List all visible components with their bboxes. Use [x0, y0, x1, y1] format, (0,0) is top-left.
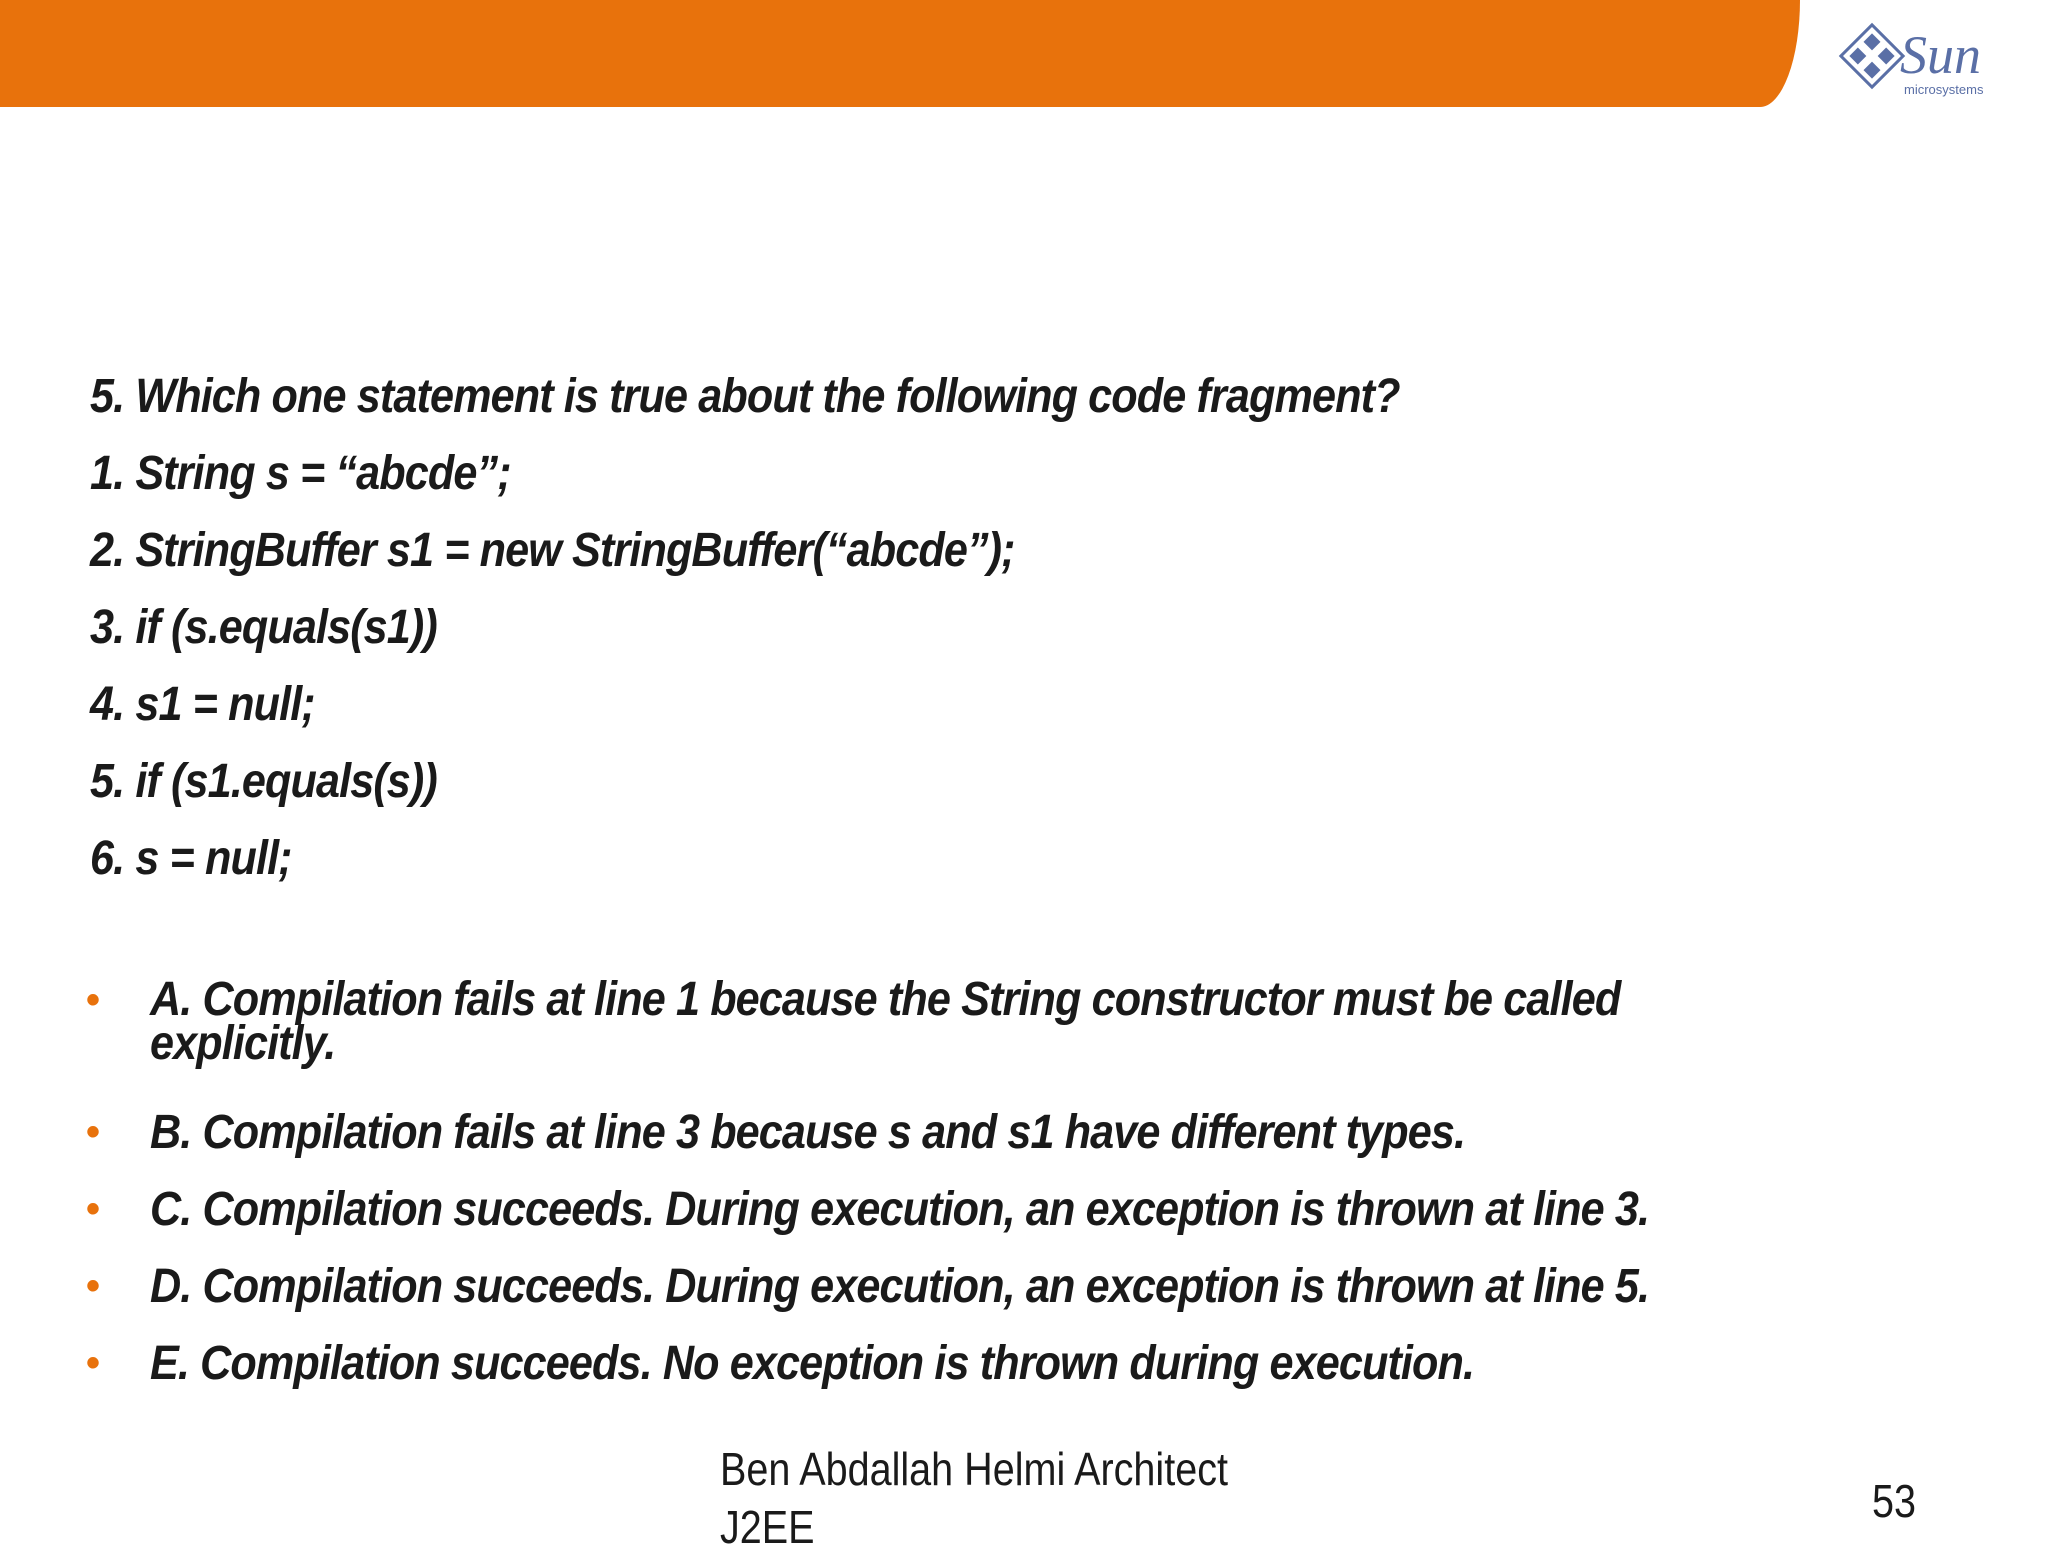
option-b-text: B. Compilation fails at line 3 because s and s1 have different types.: [150, 1106, 1466, 1159]
header-banner: [0, 0, 1800, 107]
code-line: 4. s1 = null;: [90, 678, 315, 731]
bullet-icon: •: [86, 978, 100, 1022]
option-d-text: D. Compilation succeeds. During execution, an exception is thrown at line 5.: [150, 1260, 1650, 1313]
option-a-text-line2: explicitly.: [150, 1017, 336, 1070]
option-c: [86, 1171, 1816, 1248]
option-a-text-line1: A. Compilation fails at line 1 because the String constructor must be called: [150, 973, 1621, 1026]
code-line: 1. String s = “abcde”;: [90, 447, 511, 500]
bullet-icon: •: [86, 1264, 100, 1308]
bullet-icon: •: [86, 1110, 100, 1154]
logo-word: Sun: [1900, 25, 1981, 85]
option-e: [86, 1325, 1816, 1402]
code-line: 6. s = null;: [90, 832, 292, 885]
footer-author-line2: J2EE: [720, 1501, 815, 1553]
code-line: 3. if (s.equals(s1)): [90, 601, 437, 654]
option-c-text: C. Compilation succeeds. During execution, an exception is thrown at line 3.: [150, 1183, 1650, 1236]
footer-author-line1: Ben Abdallah Helmi Architect: [720, 1443, 1228, 1495]
footer-author: [720, 1440, 1228, 1556]
code-line: 5. if (s1.equals(s)): [90, 755, 437, 808]
option-e-text: E. Compilation succeeds. No exception is thrown during execution.: [150, 1337, 1475, 1390]
logo-subtext: microsystems: [1904, 82, 1984, 97]
sun-diamond-icon: [1841, 25, 1903, 87]
bullet-icon: •: [86, 1341, 100, 1385]
question-block: [90, 358, 1545, 897]
code-line: 2. StringBuffer s1 = new StringBuffer(“abcde”);: [90, 524, 1015, 577]
option-a: [86, 973, 1816, 1070]
bullet-icon: •: [86, 1187, 100, 1231]
answer-options-list: [86, 973, 1816, 1402]
option-b: [86, 1094, 1816, 1171]
question-title: 5. Which one statement is true about the following code fragment?: [90, 370, 1400, 423]
option-d: [86, 1248, 1816, 1325]
page-number: 53: [1872, 1475, 1917, 1527]
sun-microsystems-logo: [1838, 18, 2008, 108]
